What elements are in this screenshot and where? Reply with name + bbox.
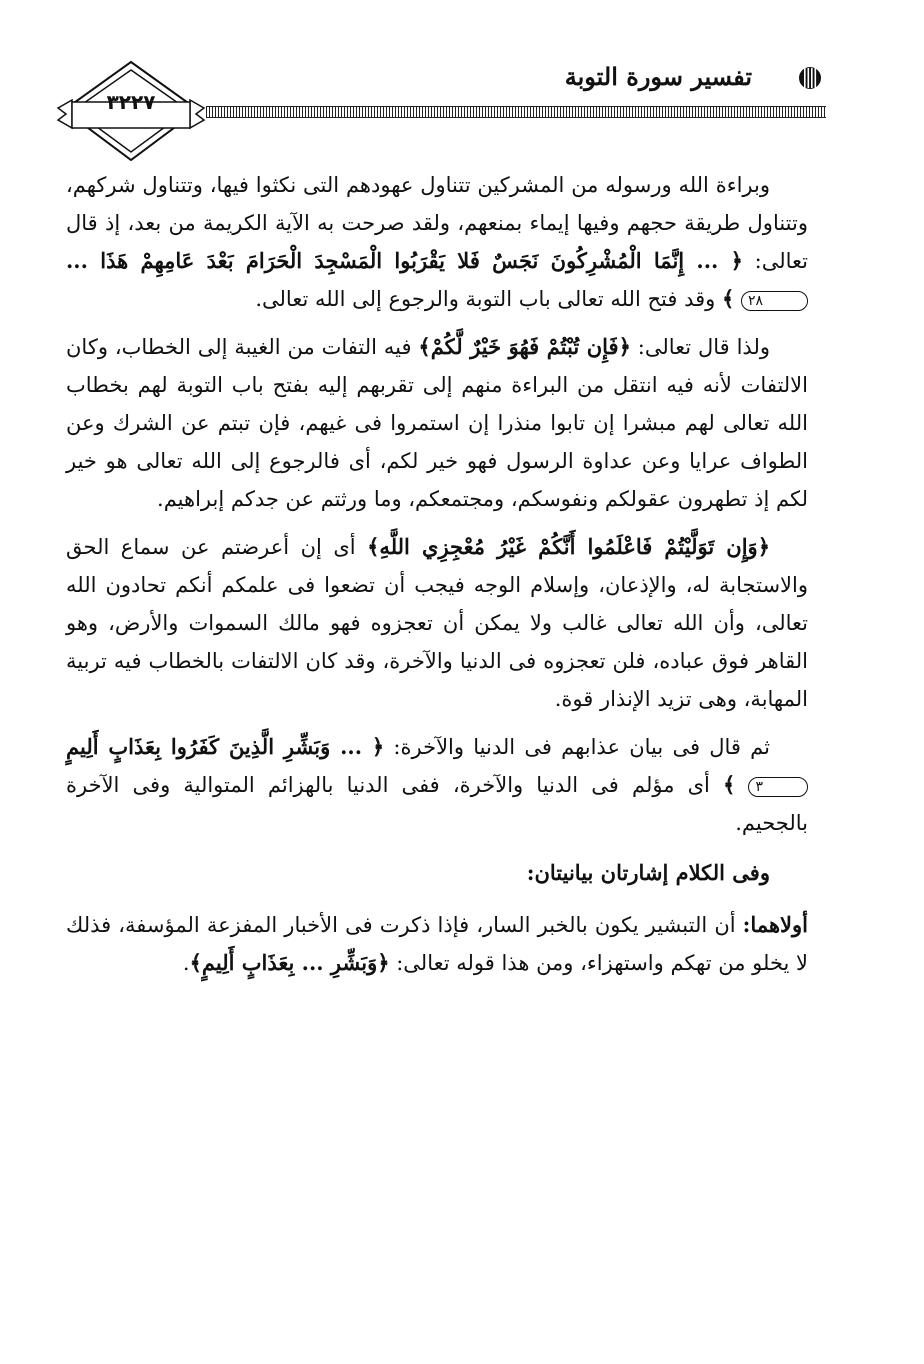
paragraph-text: ولذا قال تعالى:	[630, 335, 770, 359]
paragraph-text: .	[182, 951, 190, 975]
quran-verse: ﴿فَإِن تُبْتُمْ فَهُوَ خَيْرٌ لَّكُمْ﴾	[418, 334, 631, 359]
paragraph-5	[66, 906, 808, 982]
paragraph-text: أى مؤلم فى الدنيا والآخرة، ففى الدنيا بالهزائم المتوالية وفى الآخرة بالجحيم.	[66, 773, 808, 835]
paragraph-lead: أولاهما:	[742, 912, 808, 937]
quran-bracket: ﴾	[723, 772, 736, 797]
header-rule	[206, 106, 826, 118]
paragraph-text: وبراءة الله ورسوله من المشركين تتناول عهودهم التى نكثوا فيها، وتتناول شركهم، وتتناول طريقة حجهم وفيها إيماء بمنعهم، ولقد صرحت به الآية الكريمة من بعد، إذ قال تعالى:	[66, 173, 809, 273]
paragraph-2	[66, 328, 808, 518]
ayah-number: ٣	[748, 777, 808, 797]
paragraph-3	[66, 528, 808, 718]
paragraph-text: أى إن أعرضتم عن سماع الحق والاستجابة له، والإذعان، وإسلام الوجه فيجب أن تضعوا فى علمكم أنكم تحادون الله تعالى، وأن الله تعالى غالب ولا يمكن أن تعجزوه فهو مالك السموات والأرض، وهو القاهر فوق عباده، فلن تعجزوه فى الدنيا والآخرة، وقد كان الالتفات بالخطاب فيه تربية المهابة، وهى تزيد الإنذار قوة.	[66, 535, 808, 711]
paragraph-text: وقد فتح الله تعالى باب التوبة والرجوع إلى الله تعالى.	[255, 287, 722, 311]
section-subheading: وفى الكلام إشارتان بيانيتان:	[526, 860, 770, 885]
page-header	[56, 48, 826, 158]
page-number: ٣٢٢٧	[106, 90, 156, 114]
paragraph-text: فيه التفات من الغيبة إلى الخطاب، وكان الالتفات لأنه فيه انتقل من البراءة منهم إلى تقربهم إليه بفتح باب التوبة لهم بخطاب الله تعالى لهم مبشرا إن تابوا منذرا إن استمروا فى غيهم، فإن تبتم عن الشرك وعن الطواف عرايا وعن عداوة الرسول فهو خير لكم، أى فالرجوع إلى الله تعالى هو خير لكم إذ تطهرون عقولكم ونفوسكم، ومجتمعكم، وما ورثتم عن جدكم إبراهيم.	[66, 335, 808, 511]
quran-verse: ﴿وَإِن تَوَلَّيْتُمْ فَاعْلَمُوا أَنَّكُمْ غَيْرُ مُعْجِزِي اللَّهِ﴾	[367, 534, 770, 559]
paragraph-text: ثم قال فى بيان عذابهم فى الدنيا والآخرة:	[384, 735, 770, 759]
paragraph-text: أن التبشير يكون بالخبر السار، فإذا ذكرت فى الأخبار المفزعة المؤسفة، فذلك لا يخلو من تهكم واستهزاء، ومن هذا قوله تعالى:	[66, 913, 808, 975]
page-content	[66, 166, 808, 992]
quran-verse: ﴿ ... إِنَّمَا الْمُشْرِكُونَ نَجَسٌ فَلا يَقْرَبُوا الْمَسْجِدَ الْحَرَامَ بَعْدَ عَامِهِمْ هَذَا ...	[66, 248, 743, 273]
chapter-title: تفسير سورة التوبة	[564, 62, 752, 91]
quran-bracket: ﴾	[721, 286, 735, 311]
quran-verse: ﴿وَبَشِّرِ ... بِعَذَابٍ أَلِيمٍ﴾	[189, 950, 390, 975]
ornament-icon	[796, 64, 824, 92]
paragraph-1	[66, 166, 808, 318]
paragraph-4	[66, 728, 808, 842]
quran-verse: ﴿ ... وَبَشِّرِ الَّذِينَ كَفَرُوا بِعَذَابٍ أَلِيمٍ	[66, 734, 385, 759]
ayah-number: ٢٨	[741, 291, 808, 311]
